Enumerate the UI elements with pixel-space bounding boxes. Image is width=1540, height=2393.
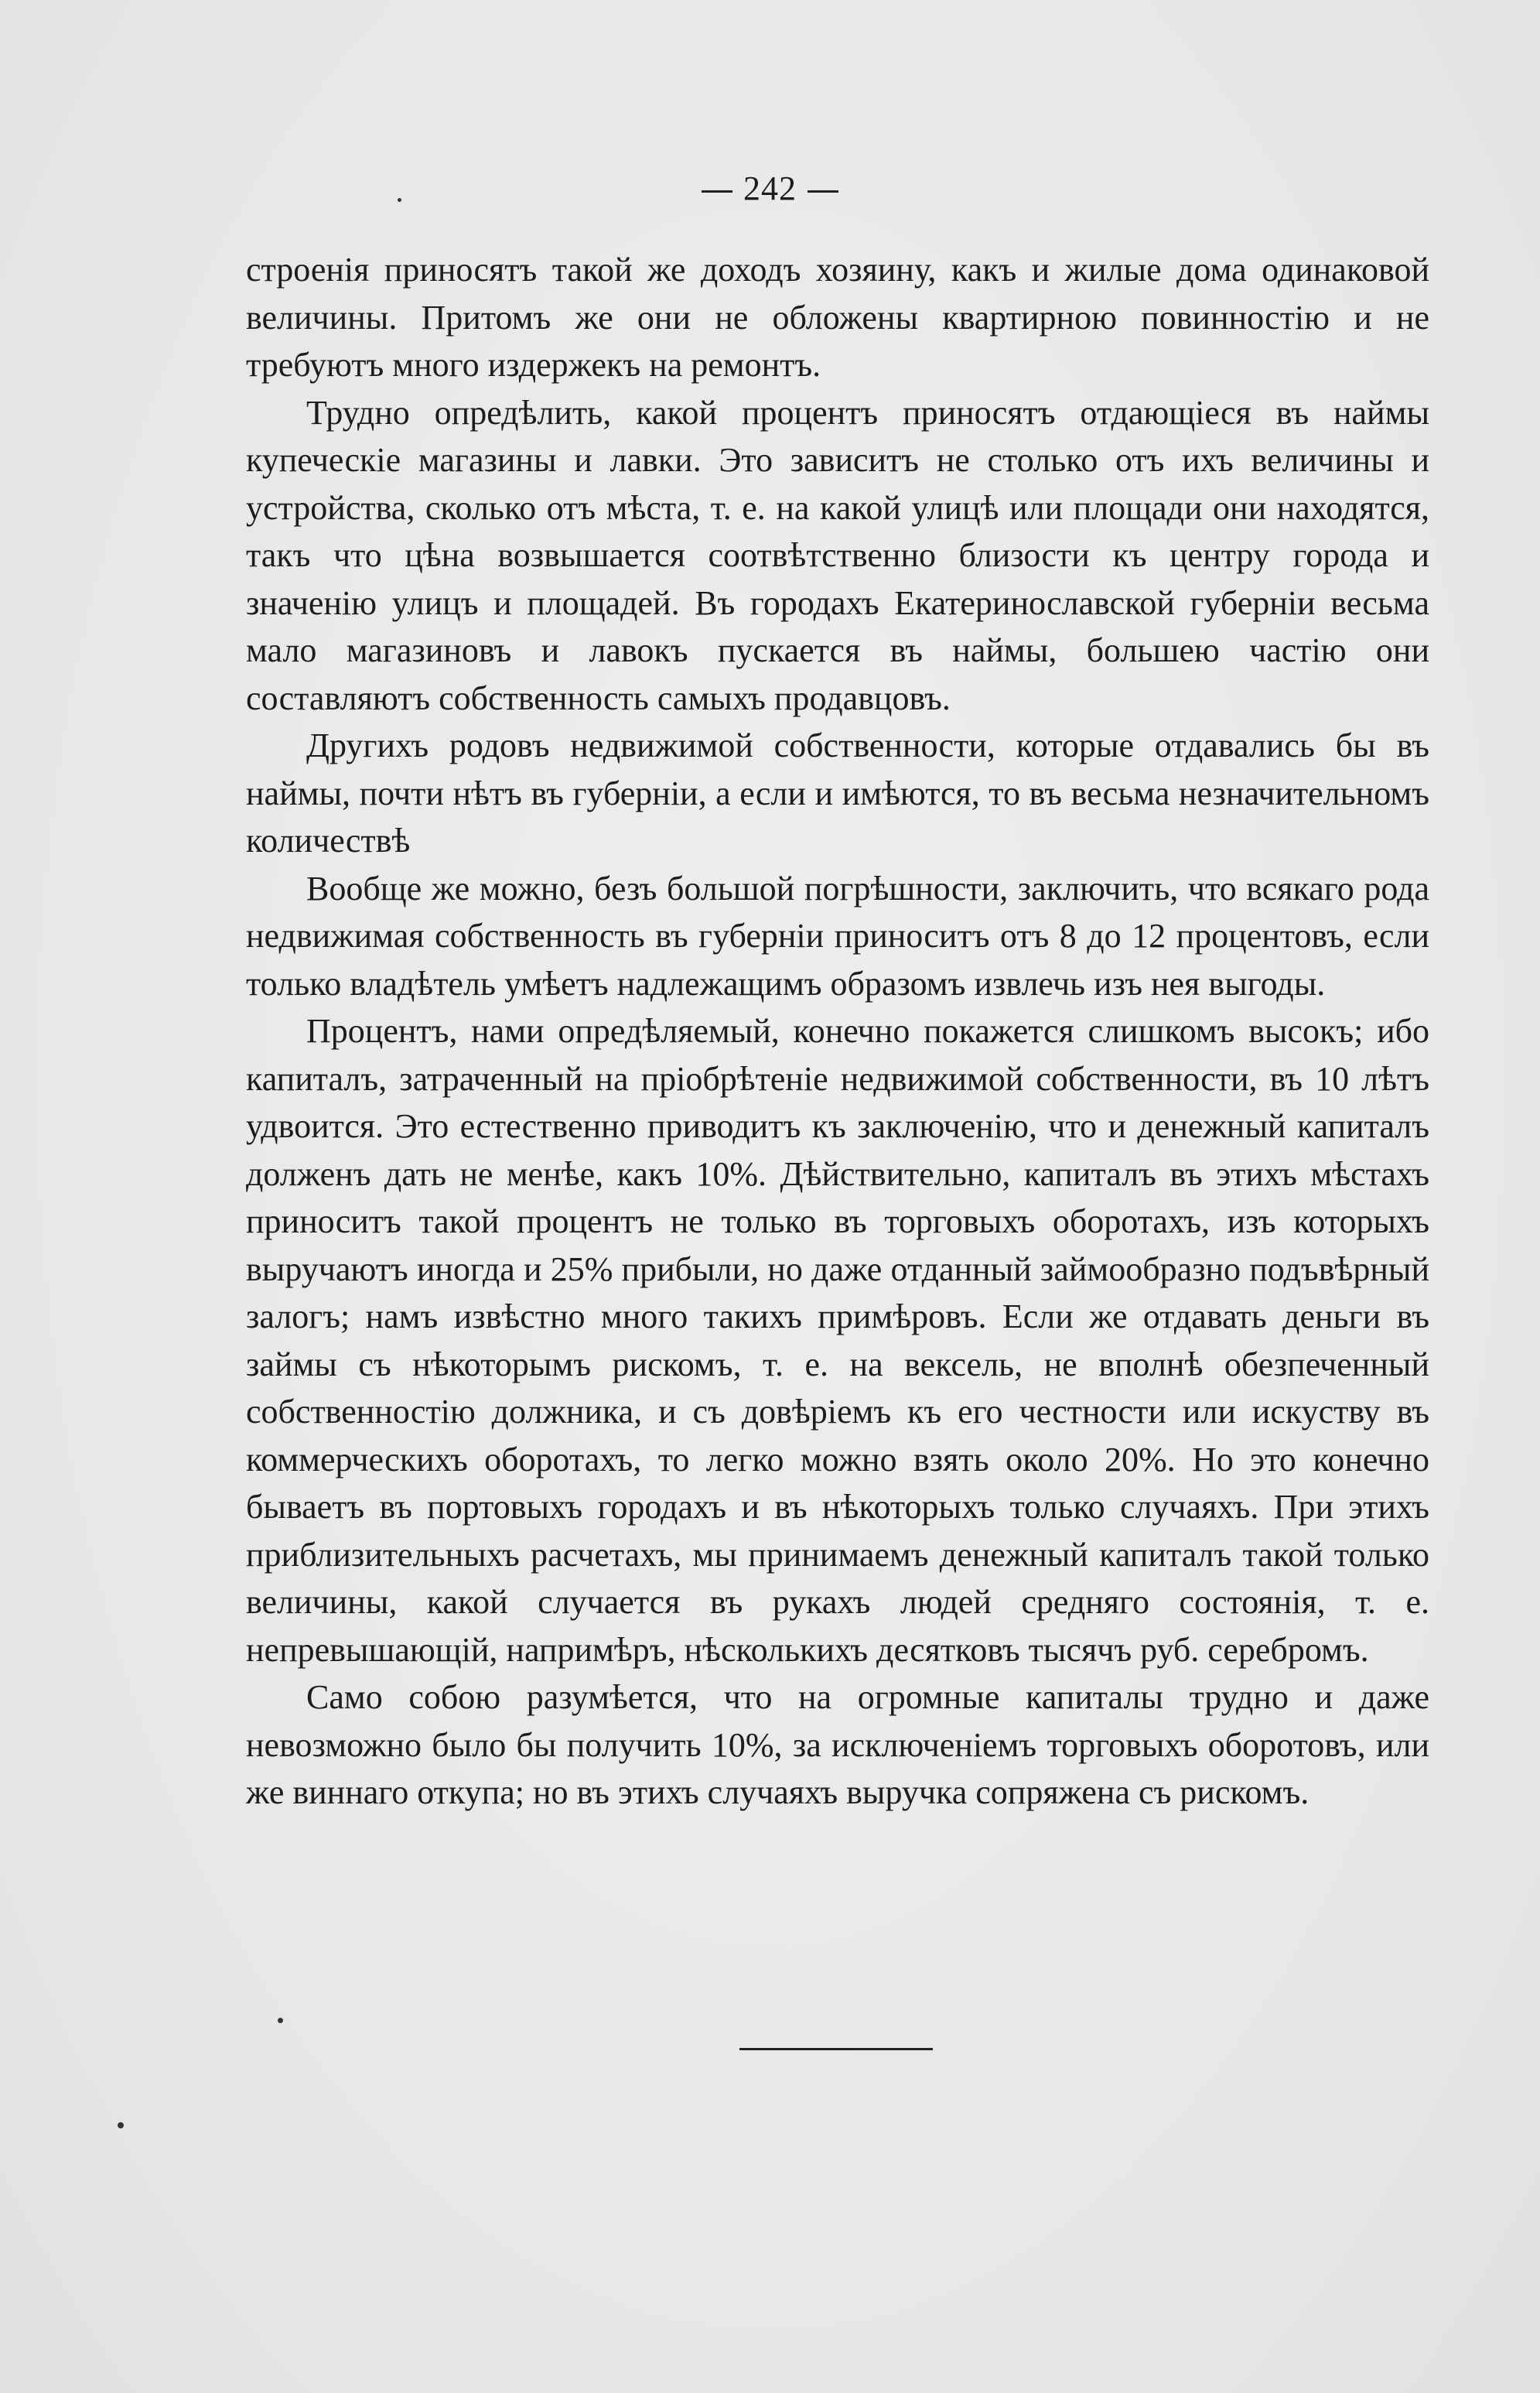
paragraph-1: строенія приносятъ такой же доходъ хозяину, какъ и жилые дома одинаковой величины. Притомъ же они не обложены квартирною повинностію и не требуютъ много издержекъ на ремонтъ. [246, 251, 1429, 384]
ink-speck [118, 2122, 124, 2128]
page-number-header [0, 169, 1540, 208]
body-text [246, 246, 1429, 1817]
paragraph-4: Вообще же можно, безъ большой погрѣшности, заключить, что всякаго рода недвижимая собственность въ губерніи приноситъ отъ 8 до 12 процентовъ, если только владѣтель умѣетъ надлежащимъ образомъ извлечь изъ нея выгоды. [246, 869, 1429, 1003]
ink-speck [398, 198, 401, 202]
paragraph-6: Само собою разумѣется, что на огромные капиталы трудно и даже невозможно было бы получить 10%, за исключеніемъ торговыхъ оборотовъ, или же виннаго откупа; но въ этихъ случаяхъ выручка сопряжена съ рискомъ. [246, 1678, 1429, 1811]
paragraph-3: Другихъ родовъ недвижимой собственности, которые отдавались бы въ наймы, почти нѣтъ въ губерніи, а если и имѣются, то въ весьма незначительномъ количествѣ [246, 726, 1429, 860]
footer-rule [739, 2048, 933, 2050]
paragraph-2: Трудно опредѣлить, какой процентъ приносятъ отдающіеся въ наймы купеческіе магазины и лавки. Это зависитъ не столько отъ ихъ величины и устройства, сколько отъ мѣста, т. е. на какой улицѣ или площади они находятся, такъ что цѣна возвышается соотвѣтственно близости къ центру города и значенію улицъ и площадей. Въ городахъ Екатеринославской губерніи весьма мало магазиновъ и лавокъ пускается въ наймы, большею частію они составляютъ собственность самыхъ продавцовъ. [246, 393, 1429, 717]
ink-speck [278, 2018, 283, 2023]
paragraph-5: Процентъ, нами опредѣляемый, конечно покажется слишкомъ высокъ; ибо капиталъ, затраченный на пріобрѣтеніе недвижимой собственности, въ 10 лѣтъ удвоится. Это естественно приводитъ къ заключенію, что и денежный капиталъ долженъ дать не менѣе, какъ 10%. Дѣйствительно, капиталъ въ этихъ мѣстахъ приноситъ такой процентъ не только въ торговыхъ оборотахъ, изъ которыхъ выручаютъ иногда и 25% прибыли, но даже отданный займообразно подъвѣрный залогъ; намъ извѣстно много такихъ примѣровъ. Если же отдавать деньги въ займы съ нѣкоторымъ рискомъ, т. е. на вексель, не вполнѣ обезпеченный собственностію должника, и съ довѣріемъ къ его честности или искуству въ коммерческихъ оборотахъ, то легко можно взять около 20%. Но это конечно бываетъ въ портовыхъ городахъ и въ нѣкоторыхъ только случаяхъ. При этихъ приблизительныхъ расчетахъ, мы принимаемъ денежный капиталъ такой только величины, какой случается въ рукахъ людей средняго состоянія, т. е. непревышающій, напримѣръ, нѣсколькихъ десятковъ тысячъ руб. серебромъ. [246, 1012, 1429, 1669]
right-dash [808, 190, 838, 193]
page-number: 242 [743, 169, 797, 207]
left-dash [702, 190, 732, 193]
